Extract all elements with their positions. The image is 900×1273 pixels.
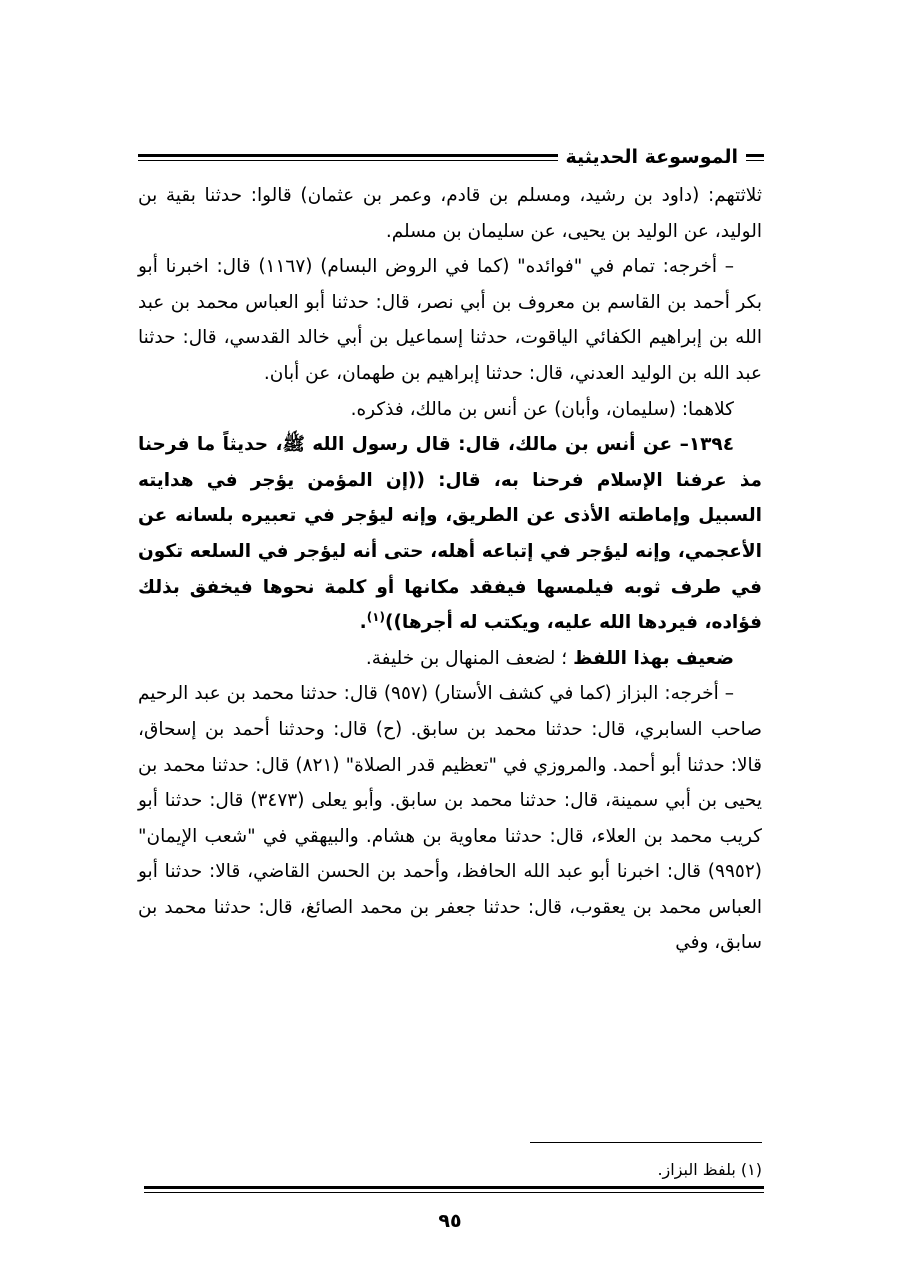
page-number: ٩٥ [438, 1210, 462, 1232]
running-header [138, 142, 764, 172]
footnote: (١) بلفظ البزاز. [657, 1160, 762, 1179]
footnote-separator [530, 1142, 762, 1143]
hadith-end: . [359, 612, 367, 634]
paragraph-both: كلاهما: (سليمان، وأبان) عن أنس بن مالك، فذكره. [350, 398, 734, 420]
grading-label: ضعيف بهذا اللفظ [573, 647, 734, 669]
hadith-1394 [138, 427, 762, 641]
footer-rule [144, 1186, 764, 1193]
hadith-text: ١٣٩٤– عن أنس بن مالك، قال: قال رسول الله ﷺ، حديثاً ما فرحنا مذ عرفنا الإسلام فرحنا به، قال: ((إن المؤمن يؤجر في هدايته السبيل وإماطته الأذى عن الطريق، وإنه ليؤجر في تعبيره بلسانه عن الأعجمي، وإنه ليؤجر في إتباعه أهله، حتى أنه ليؤجر في السلعه تكون في طرف ثوبه فيلمسها فيفقد مكانها أو كلمة نحوها فيخفق بذلك فؤاده، فيردها الله عليه، ويكتب له أجرها)) [138, 434, 762, 634]
paragraph-takhrij-tammam: – أخرجه: تمام في "فوائده" (كما في الروض البسام) (١١٦٧) قال: اخبرنا أبو بكر أحمد بن القاسم بن معروف بن أبي نصر، قال: حدثنا أبو العباس محمد بن عبد الله بن إبراهيم الكفائي الياقوت، حدثنا إسماعيل بن أبي خالد القدسي، قال: حدثنا عبد الله بن الوليد العدني، قال: حدثنا إبراهيم بن طهمان، عن أبان. [138, 256, 762, 384]
paragraph-chain: ثلاثتهم: (داود بن رشيد، ومسلم بن قادم، وعمر بن عثمان) قالوا: حدثنا بقية بن الوليد، عن الوليد بن يحيى، عن سليمان بن مسلم. [138, 185, 762, 242]
grading-reason: ؛ لضعف المنهال بن خليفة. [365, 647, 574, 669]
body-text [138, 178, 762, 961]
paragraph-grading [138, 641, 762, 677]
paragraph-takhrij-bazzar: – أخرجه: البزاز (كما في كشف الأستار) (٩٥٧) قال: حدثنا محمد بن عبد الرحيم صاحب السابري، قال: حدثنا محمد بن سابق. (ح) قال: وحدثنا أحمد بن إسحاق، قالا: حدثنا أبو أحمد. والمروزي في "تعظيم قدر الصلاة" (٨٢١) قال: حدثنا محمد بن يحيى بن أبي سمينة، قال: حدثنا محمد بن سابق. وأبو يعلى (٣٤٧٣) قال: حدثنا أبو كريب محمد بن العلاء، قال: حدثنا معاوية بن هشام. والبيهقي في "شعب الإيمان" (٩٩٥٢) قال: اخبرنا أبو عبد الله الحافظ، وأحمد بن الحسن القاضي، قالا: حدثنا أبو العباس محمد بن يعقوب، قال: حدثنا جعفر بن محمد الصائغ، قال: حدثنا محمد بن سابق، وفي [138, 683, 763, 954]
footnote-ref: (١) [366, 609, 385, 624]
header-title: الموسوعة الحديثية [558, 142, 747, 172]
